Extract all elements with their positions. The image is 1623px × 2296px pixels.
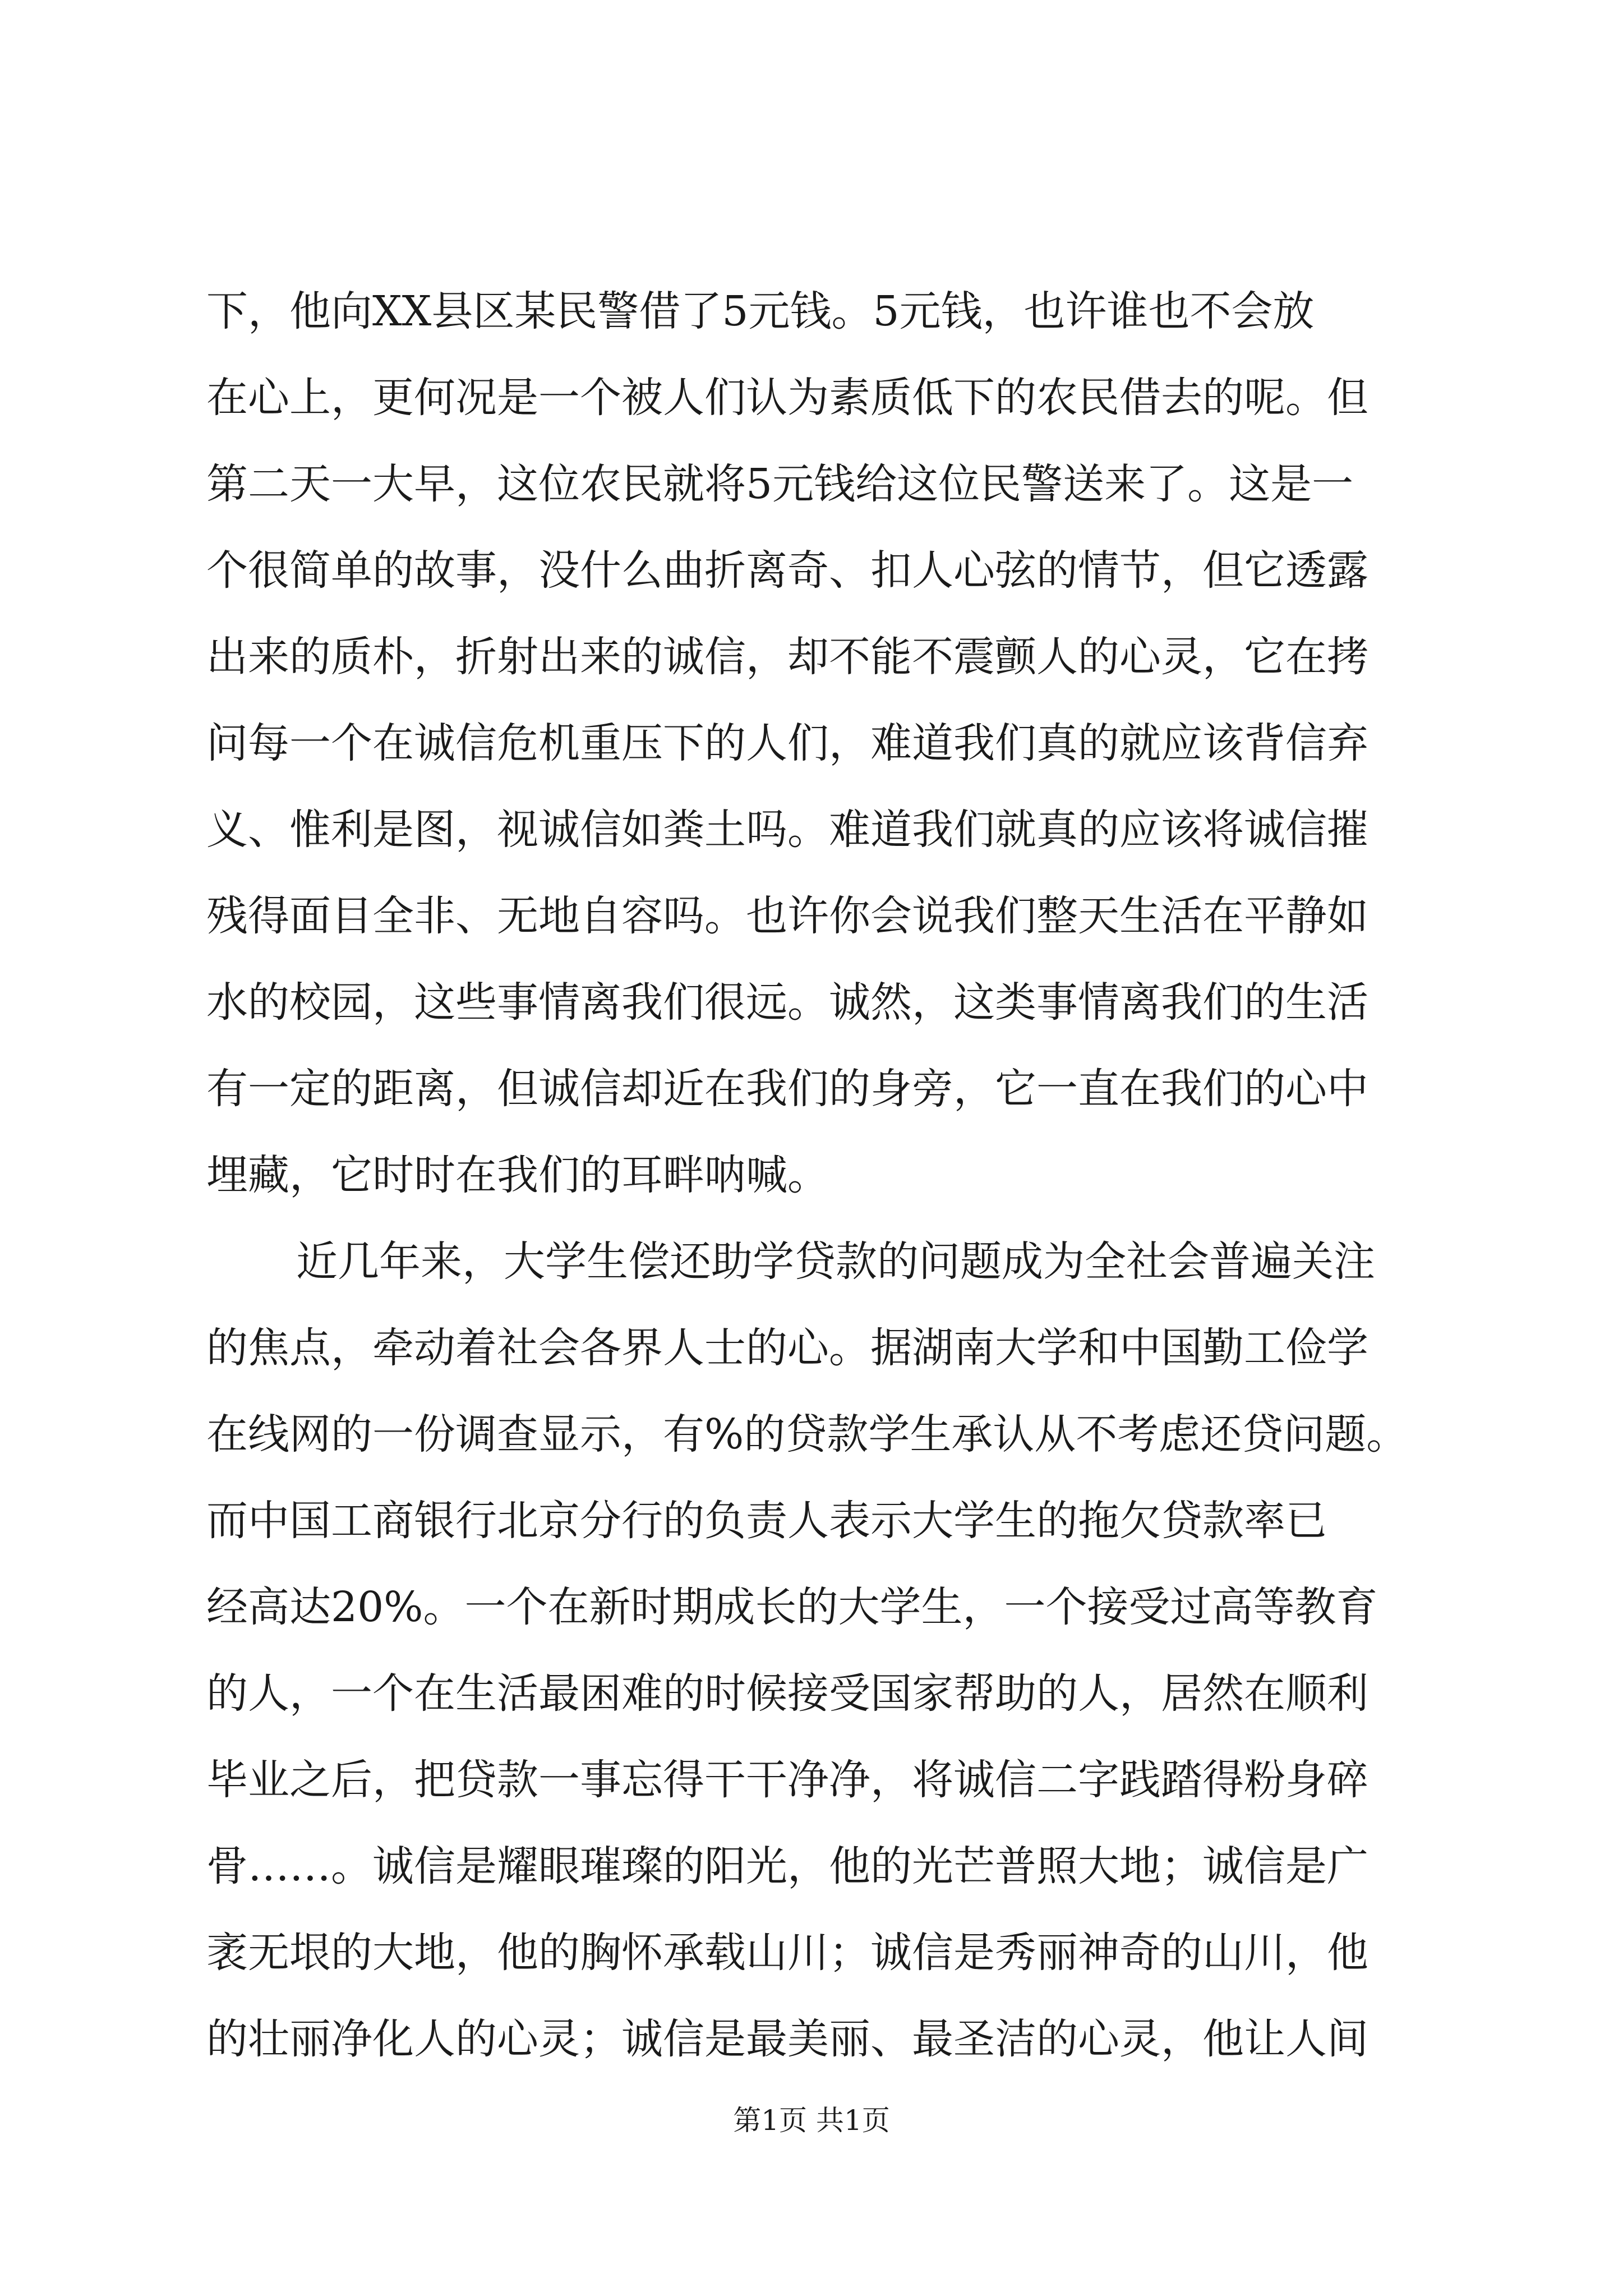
text-line: 毕业之后，把贷款一事忘得干干净净，将诚信二字践踏得粉身碎 [206, 1756, 1368, 1804]
text-line: 残得面目全非、无地自容吗。也许你会说我们整天生活在平静如 [206, 892, 1368, 940]
text-line: 而中国工商银行北京分行的负责人表示大学生的拖欠贷款率已 [206, 1497, 1327, 1545]
text-line: 骨……。诚信是耀眼璀璨的阳光，他的光芒普照大地；诚信是广 [206, 1842, 1368, 1890]
document-body [206, 268, 1423, 2082]
text-line: 在心上，更何况是一个被人们认为素质低下的农民借去的呢。但 [206, 374, 1368, 422]
text-line: 在线网的一份调查显示，有%的贷款学生承认从不考虑还贷问题。 [206, 1410, 1408, 1458]
text-line: 袤无垠的大地，他的胸怀承载山川；诚信是秀丽神奇的山川，他 [206, 1929, 1368, 1977]
text-line-indented: 近几年来，大学生偿还助学贷款的问题成为全社会普遍关注 [296, 1237, 1375, 1286]
text-line: 的壮丽净化人的心灵；诚信是最美丽、最圣洁的心灵，他让人间 [206, 2015, 1368, 2063]
page-number-footer: 第1页 共1页 [733, 2104, 890, 2137]
text-line: 个很简单的故事，没什么曲折离奇、扣人心弦的情节，但它透露 [206, 546, 1368, 595]
text-line: 水的校园，这些事情离我们很远。诚然，这类事情离我们的生活 [206, 978, 1368, 1027]
paragraph-2 [206, 1218, 1423, 2082]
text-line: 下，他向XX县区某民警借了5元钱。5元钱，也许谁也不会放 [206, 287, 1315, 335]
text-line: 的焦点，牵动着社会各界人士的心。据湖南大学和中国勤工俭学 [206, 1324, 1368, 1372]
text-line: 有一定的距离，但诚信却近在我们的身旁，它一直在我们的心中 [206, 1065, 1368, 1113]
text-line: 经高达20%。一个在新时期成长的大学生，一个接受过高等教育 [206, 1583, 1378, 1631]
text-line: 第二天一大早，这位农民就将5元钱给这位民警送来了。这是一 [206, 460, 1354, 508]
text-line: 义、惟利是图，视诚信如粪土吗。难道我们就真的应该将诚信摧 [206, 806, 1368, 854]
text-line: 的人，一个在生活最困难的时候接受国家帮助的人，居然在顺利 [206, 1669, 1368, 1718]
text-line: 出来的质朴，折射出来的诚信，却不能不震颤人的心灵，它在拷 [206, 633, 1368, 681]
paragraph-1 [206, 268, 1423, 1218]
text-line: 问每一个在诚信危机重压下的人们，难道我们真的就应该背信弃 [206, 719, 1368, 767]
text-line: 埋藏，它时时在我们的耳畔呐喊。 [206, 1151, 829, 1199]
